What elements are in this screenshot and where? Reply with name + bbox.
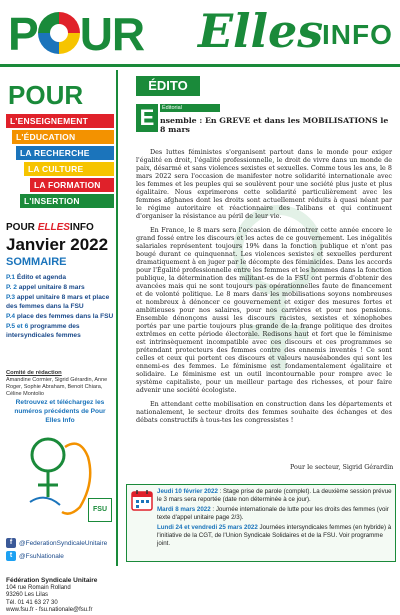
contact-line: 104 rue Romain Rolland xyxy=(6,584,71,591)
agenda-item: Mardi 8 mars 2022 : Journée internationale de lutte pour les droits des femmes (voir texte d'appel unitaire page 2/3). xyxy=(157,506,389,521)
edito-signature: Pour le secteur, Sigrid Gérardin xyxy=(290,463,394,471)
facebook-icon: f xyxy=(6,538,16,548)
edito-paragraph: En attendant cette mobilisation en construction dans les départements et nationalement, le secteur droits des femmes souhaite des échanges et des débats constructifs à tous-tes les congressistes ! xyxy=(136,400,392,424)
mission-item: LA FORMATION xyxy=(30,178,114,192)
logo-elles: Elles xyxy=(198,4,324,58)
edito-paragraph: En France, le 8 mars sera l'occasion de démontrer cette année encore le grand fossé entre les discours et les actes de ce gouvernement. Les inégalités salariales représentent toujours 19% dans la fonction publique et n'ont pas bougé durant ce quinquennat. Les violences sexistes et sexuelles perdurent dramatiquement à en juger par le décompte des féminicides. Dans les accords pour l'Égalité professionnelle entre les femmes et les hommes dans la fonction publique, la détermination des militant-es de la FSU ont permis d'obtenir des avancées mais qui ne sont toujours pas opérationnelles faute de financement et de volonté politique. Le 8 mars dans les mobilisations soyons nombreuses et nombreux à dénoncer ce gouvernement et exiger des mesures fortes et ambitieuses pour nos salaires, pour nos carrières et pour nos pensions. Ensemble dénonçons aussi les discours racistes, sexistes et xénophobes portés par une partie toujours plus grande de la frange politique des droites extrêmes en cette période électorale. Redisons haut et fort que le féminisme est intrinsèquement incompatible avec ces discours et ces programmes se prétendant protecteurs des femmes contre des ennemis inventés ! Ce sont celles et ceux qui portent ces discours et valeurs nauséabondes qui sont les ennemi-es des femmes. Le féminisme est fondamentalement égalitaire et solidaire. Le féminisme est un outil incontournable pour rompre avec le système capitaliste, pour un meilleur partage des richesses, et pour faire advenir une société écologiste. xyxy=(136,226,392,394)
committee-title: Comité de rédaction xyxy=(6,370,62,376)
masthead xyxy=(0,0,400,66)
edito-label: Éditorial xyxy=(160,104,220,112)
sommaire-item[interactable]: P.4 place des femmes dans la FSU xyxy=(6,313,114,320)
edito-body xyxy=(136,148,392,430)
edito-title: nsemble : En GREVE et dans les MOBILISATIONS le 8 mars xyxy=(160,116,389,134)
social-links xyxy=(6,538,118,564)
logo-info: INFO xyxy=(322,19,393,50)
mission-item: L'ÉDUCATION xyxy=(12,130,114,144)
edition-name: POUR ELLESINFO xyxy=(6,222,94,233)
logo-pour: P UR xyxy=(8,8,145,60)
drop-cap: E xyxy=(136,104,158,132)
sommaire-item[interactable]: P.1 Édito et agenda xyxy=(6,274,66,281)
committee-members: Amandine Cormier, Sigrid Gérardin, Anne Roger, Sophie Abraham, Benoit Chiara, Céline Montolio xyxy=(6,377,108,397)
social-twitter[interactable]: t @FsuNationale xyxy=(6,551,118,561)
contact-line: 93260 Les Lilas xyxy=(6,592,49,598)
issue-date: Janvier 2022 xyxy=(6,235,109,254)
edito-paragraph: Des luttes féministes s'organisent partout dans le monde pour exiger l'égalité en droit, l'égalité professionnelle, le droit de vivre dans un monde de paix, désarmé et sans violences sexistes et sexuelles. Comme tous les ans, le 8 mars 2022 sera l'occasion de manifester notre solidarité internationale avec les femmes et les peuples qui se soulèvent pour une société plus juste et plus égalitaire. Nous exprimerons cette solidarité particulièrement avec les femmes afghanes dont les droits sont actuellement réduits à quasi néant par le régime autoritaire et réactionnaire des Talibans et qui continuent d'organiser la résistance au péril de leur vie. xyxy=(136,148,392,220)
agenda-box xyxy=(126,484,396,562)
edito-tab: ÉDITO xyxy=(136,76,200,96)
sidebar-pour-title: POUR xyxy=(8,80,84,110)
header-rule xyxy=(0,64,400,67)
sidebar xyxy=(0,70,118,613)
sommaire-item[interactable]: P.5 et 6 programme des intersyndicales femmes xyxy=(6,323,81,339)
twitter-icon: t xyxy=(6,551,16,561)
contact-line: Tél. 01 41 63 27 30 xyxy=(6,599,58,606)
mission-item: L'ENSEIGNEMENT xyxy=(6,114,114,128)
archive-link[interactable]: Retrouvez et téléchargez les numéros précédents de Pour Elles Info xyxy=(14,399,106,424)
mission-item: LA RECHERCHE xyxy=(16,146,114,160)
contact-org: Fédération Syndicale Unitaire xyxy=(6,577,98,584)
contact-line[interactable]: www.fsu.fr - fsu.nationale@fsu.fr xyxy=(6,607,93,613)
agenda-list xyxy=(157,488,393,550)
editorial-committee xyxy=(6,370,114,398)
logo-ring-icon xyxy=(38,12,80,54)
social-facebook[interactable]: f @FederationSyndicaleUnitaire xyxy=(6,538,118,548)
sommaire-item[interactable]: P. 2 appel unitaire 8 mars xyxy=(6,284,85,291)
sidebar-mission-list xyxy=(6,114,114,210)
mission-item: L'INSERTION xyxy=(20,194,114,208)
sommaire-list xyxy=(6,273,114,341)
sommaire-title: SOMMAIRE xyxy=(6,256,67,268)
sommaire-item[interactable]: P.3 appel unitaire 8 mars et place des femmes dans la FSU xyxy=(6,294,110,310)
contact-block xyxy=(6,577,118,615)
agenda-item: Lundi 24 et vendredi 25 mars 2022 Journées intersyndicales femmes (en hybride) à l'initiative de la CGT, de l'Union Syndicale Solidaires et de la FSU. Voir programme joint. xyxy=(157,524,392,547)
fsu-logo: FSU xyxy=(88,498,112,522)
mission-item: LA CULTURE xyxy=(24,162,114,176)
calendar-icon xyxy=(131,489,153,511)
agenda-item: Jeudi 10 février 2022 : Stage prise de parole (complet). La deuxième session prévue le 3 mars sera reportée (date non déterminée à ce jour). xyxy=(157,488,392,503)
